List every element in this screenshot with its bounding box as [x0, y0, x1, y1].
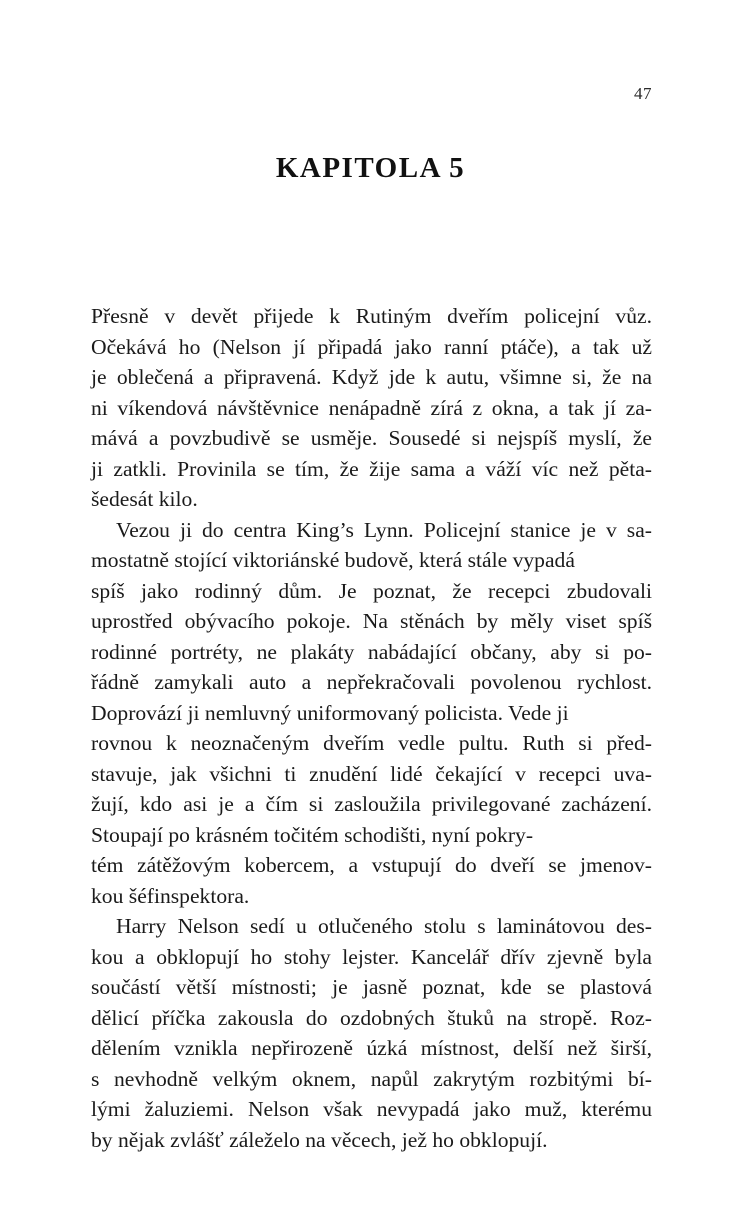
text-line: ni víkendová návštěvnice nenápadně zírá z okna, a tak jí za- [91, 395, 652, 420]
text-line: řádně zamykali auto a nepřekračovali povolenou rychlost. [91, 670, 652, 694]
text-line: ji zatkli. Provinila se tím, že žije sama a váží víc než pěta- [91, 456, 652, 481]
text-line: Vezou ji do centra King’s Lynn. Policejní stanice je v sa- [116, 517, 652, 542]
text-line: žují, kdo asi je a čím si zasloužila privilegované zacházení. [91, 792, 652, 816]
page-number: 47 [634, 84, 652, 103]
text-line: rodinné portréty, ne plakáty nabádající občany, aby si po- [91, 639, 652, 664]
text-line: lými žaluziemi. Nelson však nevypadá jako muž, kterému [91, 1097, 652, 1121]
text-line: Očekává ho (Nelson jí připadá jako ranní ptáče), a tak už [91, 334, 652, 359]
text-line: tém zátěžovým kobercem, a vstupují do dveří se jmenov- [91, 853, 652, 877]
text-line: by nějak zvlášť záleželo na věcech, jež ho obklopují. [91, 1127, 548, 1152]
text-line: Harry Nelson sedí u otlučeného stolu s laminátovou des- [116, 914, 652, 938]
body-text [91, 301, 652, 1155]
paragraph [91, 911, 652, 1155]
text-line: uprostřed obývacího pokoje. Na stěnách by měly viset spíš [91, 609, 652, 633]
text-line: součástí větší místnosti; je jasně poznat, kde se plastová [91, 975, 652, 999]
paragraph [91, 301, 652, 515]
text-line: Přesně v devět přijede k Rutiným dveřím policejní vůz. [91, 304, 652, 328]
text-line: dělicí příčka zakousla do ozdobných štuků na stropě. Roz- [91, 1005, 652, 1030]
text-line: je oblečená a připravená. Když jde k autu, všimne si, že na [91, 365, 652, 389]
paragraph [91, 515, 652, 912]
text-line: kou šéfinspektora. [91, 883, 250, 908]
chapter-title: KAPITOLA 5 [275, 152, 466, 184]
text-line: Doprovází ji nemluvný uniformovaný policista. Vede ji [91, 700, 569, 725]
text-line: rovnou k neoznačeným dveřím vedle pultu. Ruth si před- [91, 731, 652, 755]
text-line: mává a povzbudivě se usměje. Sousedé si nejspíš myslí, že [91, 426, 652, 450]
text-line: dělením vznikla nepřirozeně úzká místnost, delší než širší, [91, 1036, 652, 1060]
text-line: s nevhodně velkým oknem, napůl zakrytým rozbitými bí- [91, 1066, 652, 1091]
text-line: mostatně stojící viktoriánské budově, která stále vypadá [91, 548, 575, 572]
text-line: spíš jako rodinný dům. Je poznat, že recepci zbudovali [91, 578, 652, 603]
text-line: stavuje, jak všichni ti znudění lidé čekající v recepci uva- [91, 761, 652, 786]
text-line: Stoupají po krásném točitém schodišti, nyní pokry- [91, 822, 534, 847]
text-line: kou a obklopují ho stohy lejster. Kancelář dřív zjevně byla [91, 944, 652, 969]
text-line: šedesát kilo. [91, 487, 198, 511]
